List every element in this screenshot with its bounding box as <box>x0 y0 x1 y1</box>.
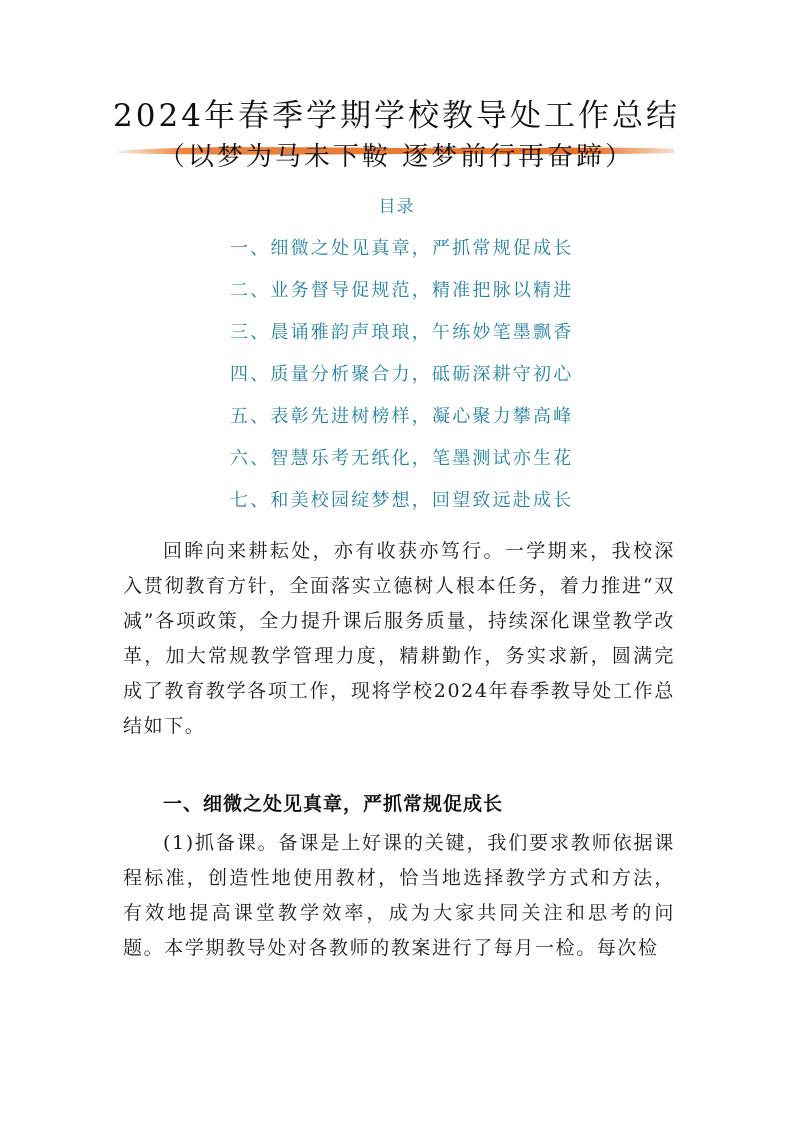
section-heading: 一、细微之处见真章，严抓常规促成长 <box>163 793 504 815</box>
document-title: 2024年春季学期学校教导处工作总结 <box>113 98 680 134</box>
toc-item[interactable]: 四、质量分析聚合力，砥砺深耕守初心 <box>230 364 574 385</box>
toc-item[interactable]: 七、和美校园绽梦想，回望致远赴成长 <box>230 490 574 511</box>
toc-item[interactable]: 六、智慧乐考无纸化，笔墨测试亦生花 <box>230 448 574 469</box>
intro-paragraph: 回眸向来耕耘处，亦有收获亦笃行。一学期来，我校深入贯彻教育方针，全面落实立德树人根本任务，着力推进“双减”各项政策，全力提升课后服务质量，持续深化课堂教学改革，加大常规教学管理力度，精耕勤作，务实求新，圆满完成了教育教学各项工作，现将学校2024年春季教导处工作总结如下。 <box>123 540 675 737</box>
toc-item[interactable]: 三、晨诵雅韵声琅琅，午练妙笔墨飘香 <box>230 322 574 343</box>
toc-item[interactable]: 一、细微之处见真章，严抓常规促成长 <box>230 238 574 259</box>
document-subtitle: （以梦为马未下鞍 逐梦前行再奋蹄） <box>158 142 635 172</box>
table-of-contents <box>230 236 573 530</box>
section-paragraph: (1)抓备课。备课是上好课的关键，我们要求教师依据课程标准，创造性地使用教材，恰当地选择教学方式和方法，有效地提高课堂教学效率，成为大家共同关注和思考的问题。本学期教导处对各教师的教案进行了每月一检。每次检 <box>123 832 675 959</box>
toc-item[interactable]: 五、表彰先进树榜样，凝心聚力攀高峰 <box>230 406 574 427</box>
toc-item[interactable]: 二、业务督导促规范，精准把脉以精进 <box>230 280 574 301</box>
toc-heading: 目录 <box>378 197 415 217</box>
